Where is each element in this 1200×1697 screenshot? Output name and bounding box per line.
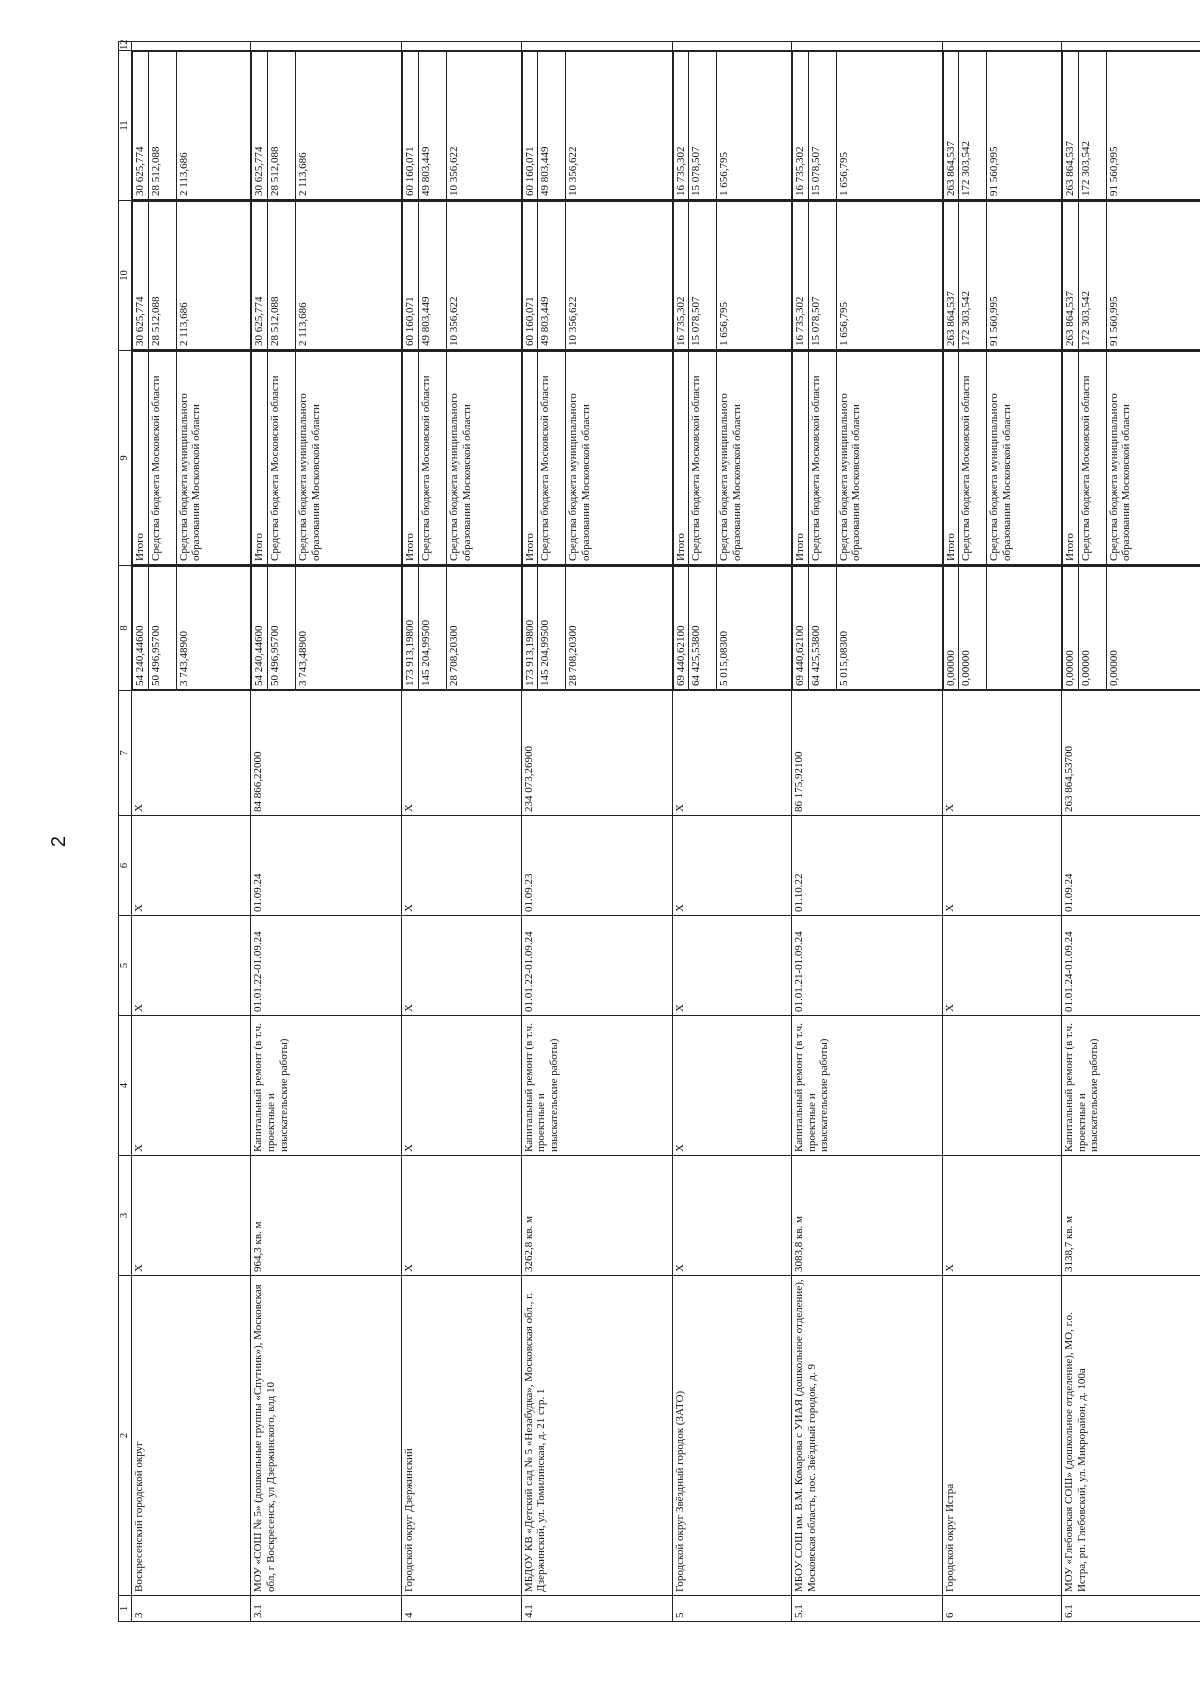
sub-cell: Средства бюджета Московской области [268,352,296,565]
row-number: 6.1 [1062,1596,1200,1622]
sub-cell: 0,00000 [943,567,959,690]
sub-cell: 172 303,542 [1078,52,1106,200]
work-type: Капитальный ремонт (в т.ч. проектные и изыскательские работы) [791,1016,942,1156]
sub-cell: 30 625,774 [252,202,268,350]
period-cell: X [402,916,521,1016]
sub-cell: Средства бюджета Московской области [1078,352,1106,565]
sub-cell: 5 015,08300 [717,567,791,690]
col12-empty [251,42,402,51]
sub-cell: 172 303,542 [959,202,987,350]
sub-cell: Средства бюджета муниципального образования Московской области [987,352,1061,565]
area-cell: X [672,1156,791,1276]
completion-date: X [132,816,251,916]
sub-cell: Средства бюджета муниципального образования Московской области [836,352,942,565]
sub-cell: Средства бюджета муниципального образования Московской области [296,352,402,565]
sub-cell: 263 864,537 [943,52,959,200]
col8-values [942,566,1061,691]
object-name: МОУ «СОШ № 5» (дошкольные группы «Спутник»), Московская обл, г Воскресенск, ул Дзержинского, влд 10 [251,1276,402,1596]
area-cell: X [942,1156,1061,1276]
sub-cell: Итого [522,352,538,565]
sub-cell: 5 015,08300 [836,567,942,690]
sub-cell: Средства бюджета муниципального образования Московской области [717,352,791,565]
work-type: X [402,1016,521,1156]
sub-cell: Средства бюджета муниципального образования Московской области [1106,352,1200,565]
cost-cell: X [132,691,251,816]
col12-empty [1062,42,1200,51]
sub-cell: 91 560,995 [987,52,1061,200]
col11-values [791,51,942,201]
col8-values [402,566,521,691]
col12-empty [402,42,521,51]
cost-cell: 86 175,92100 [791,691,942,816]
sub-cell: 2 113,686 [296,202,402,350]
column-number-8: 8 [119,566,132,691]
row-number: 3 [132,1596,251,1622]
col11-values [251,51,402,201]
sub-cell: 28 512,088 [268,202,296,350]
sub-cell: 60 160,071 [403,202,419,350]
sub-cell: 60 160,071 [522,202,538,350]
sub-cell: 173 913,19800 [522,567,538,690]
sub-cell: 173 913,19800 [403,567,419,690]
col11-values [942,51,1061,201]
sub-cell: Средства бюджета Московской области [418,352,446,565]
sub-cell: Средства бюджета муниципального образования Московской области [446,352,520,565]
rotated-table-wrapper [118,39,1200,1622]
col11-values [672,51,791,201]
sub-cell: Итого [673,352,689,565]
sub-cell: Средства бюджета Московской области [808,352,836,565]
sub-cell: 60 160,071 [403,52,419,200]
row-number: 6 [942,1596,1061,1622]
sub-cell: Средства бюджета Московской области [959,352,987,565]
funding-source [1062,351,1200,566]
sub-cell: 15 078,507 [689,52,717,200]
page-number: 2 [48,835,71,848]
sub-cell: 30 625,774 [133,52,149,200]
sub-cell: 0,00000 [1063,567,1079,690]
sub-cell: 0,00000 [959,567,987,690]
period-cell: 01.01.21-01.09.24 [791,916,942,1016]
funding-source [402,351,521,566]
sub-cell: 1 656,795 [717,52,791,200]
row-number: 3.1 [251,1596,402,1622]
period-cell: 01.01.22-01.09.24 [251,916,402,1016]
sub-cell: 16 735,302 [792,202,808,350]
sub-cell: 10 356,622 [446,202,520,350]
completion-date: X [402,816,521,916]
period-cell: X [672,916,791,1016]
cost-cell: X [402,691,521,816]
col11-values [402,51,521,201]
sub-cell: 0,00000 [1106,567,1200,690]
sub-cell [987,567,1061,690]
sub-cell: 2 113,686 [296,52,402,200]
col11-values [132,51,251,201]
col10-values [132,201,251,351]
sub-cell: 15 078,507 [808,202,836,350]
period-cell: 01.01.22-01.09.24 [521,916,672,1016]
funding-source [251,351,402,566]
sub-cell: 145 204,99500 [418,567,446,690]
col8-values [132,566,251,691]
col10-values [672,201,791,351]
sub-cell: 10 356,622 [566,202,672,350]
cost-cell: 263 864,53700 [1062,691,1200,816]
sub-cell: 1 656,795 [836,202,942,350]
sub-cell: 15 078,507 [808,52,836,200]
row-number: 5.1 [791,1596,942,1622]
work-type: Капитальный ремонт (в т.ч. проектные и изыскательские работы) [251,1016,402,1156]
sub-cell: 49 803,449 [538,52,566,200]
sub-cell: 28 708,20300 [566,567,672,690]
sub-cell: 54 240,44600 [133,567,149,690]
col12-empty [132,42,251,51]
sub-cell: 28 512,088 [148,52,176,200]
completion-date: 01.09.24 [251,816,402,916]
cost-cell: X [942,691,1061,816]
col10-values [521,201,672,351]
column-number-4: 4 [119,1016,132,1156]
work-type: X [672,1016,791,1156]
sub-cell: Средства бюджета Московской области [148,352,176,565]
object-name: МБОУ СОШ им. В.М. Комарова с УИАЯ (дошкольное отделение), Московская область, пос. Звёздный городок, д. 9 [791,1276,942,1596]
area-cell: X [402,1156,521,1276]
object-name: Городской округ Истра [942,1276,1061,1596]
completion-date: 01.10.22 [791,816,942,916]
sub-cell: 69 440,62100 [792,567,808,690]
funding-source [521,351,672,566]
sub-cell: 3 743,48900 [176,567,250,690]
column-number-9: 9 [119,351,132,566]
sub-cell: 3 743,48900 [296,567,402,690]
sub-cell: 263 864,537 [1063,202,1079,350]
area-cell: 3262,8 кв. м [521,1156,672,1276]
period-cell: X [942,916,1061,1016]
sub-cell: 10 356,622 [566,52,672,200]
sub-cell: 1 656,795 [717,202,791,350]
col12-empty [942,42,1061,51]
funding-source [791,351,942,566]
work-type: Капитальный ремонт (в т.ч. проектные и изыскательские работы) [521,1016,672,1156]
funding-source [942,351,1061,566]
table-row [251,42,402,1622]
sub-cell: 15 078,507 [689,202,717,350]
col12-empty [791,42,942,51]
sub-cell: 172 303,542 [959,52,987,200]
sub-cell: 172 303,542 [1078,202,1106,350]
period-cell: X [132,916,251,1016]
sub-cell: Средства бюджета Московской области [689,352,717,565]
sub-cell: 16 735,302 [673,202,689,350]
sub-cell: 1 656,795 [836,52,942,200]
cost-cell: 234 073,26900 [521,691,672,816]
sub-cell: 50 496,95700 [148,567,176,690]
row-number: 4 [402,1596,521,1622]
sub-cell: 28 512,088 [148,202,176,350]
object-name: МБДОУ КВ «Детский сад № 5 «Незабудка», Московская обл., г. Дзержинский, ул. Томилинская, д. 21 стр. 1 [521,1276,672,1596]
column-number-10: 10 [119,201,132,351]
sub-cell: 10 356,622 [446,52,520,200]
column-number-5: 5 [119,916,132,1016]
col10-values [791,201,942,351]
table-row [791,42,942,1622]
sub-cell: 91 560,995 [987,202,1061,350]
column-number-2: 2 [119,1276,132,1596]
sub-cell: Средства бюджета муниципального образования Московской области [566,352,672,565]
column-number-row [119,42,132,1622]
sub-cell: 2 113,686 [176,202,250,350]
sub-cell: 49 803,449 [418,52,446,200]
row-number: 4.1 [521,1596,672,1622]
sub-cell: 49 803,449 [538,202,566,350]
work-type: X [132,1016,251,1156]
sub-cell: Средства бюджета муниципального образования Московской области [176,352,250,565]
sub-cell: 64 425,53800 [689,567,717,690]
col12-empty [672,42,791,51]
completion-date: 01.09.24 [1062,816,1200,916]
col10-values [942,201,1061,351]
sub-cell: 16 735,302 [673,52,689,200]
period-cell: 01.01.24-01.09.24 [1062,916,1200,1016]
table-row [672,42,791,1622]
sub-cell: 28 708,20300 [446,567,520,690]
table-row [942,42,1061,1622]
col8-values [672,566,791,691]
sub-cell: 91 560,995 [1106,52,1200,200]
column-number-7: 7 [119,691,132,816]
col8-values [521,566,672,691]
col11-values [1062,51,1200,201]
sub-cell: 50 496,95700 [268,567,296,690]
area-cell: X [132,1156,251,1276]
cost-cell: X [672,691,791,816]
column-number-3: 3 [119,1156,132,1276]
sub-cell: 60 160,071 [522,52,538,200]
col8-values [1062,566,1200,691]
sub-cell: 49 803,449 [418,202,446,350]
sub-cell: 28 512,088 [268,52,296,200]
object-name: Городской округ Дзержинский [402,1276,521,1596]
column-number-6: 6 [119,816,132,916]
sub-cell: 64 425,53800 [808,567,836,690]
column-number-1: 1 [119,1596,132,1622]
table-row [521,42,672,1622]
sub-cell: 30 625,774 [133,202,149,350]
col8-values [251,566,402,691]
object-name: МОУ «Глебовская СОШ» (дошкольное отделение), МО, г.о. Истра, рп. Глебовский, ул. Микрорайон, д. 100а [1062,1276,1200,1596]
sub-cell: 0,00000 [1078,567,1106,690]
sub-cell: Средства бюджета Московской области [538,352,566,565]
completion-date: X [942,816,1061,916]
area-cell: 3083,8 кв. м [791,1156,942,1276]
sub-cell: Итого [403,352,419,565]
work-type: Капитальный ремонт (в т.ч. проектные и изыскательские работы) [1062,1016,1200,1156]
sub-cell: 69 440,62100 [673,567,689,690]
col10-values [251,201,402,351]
col8-values [791,566,942,691]
funding-source [672,351,791,566]
sub-cell: Итого [133,352,149,565]
completion-date: X [672,816,791,916]
sub-cell: 16 735,302 [792,52,808,200]
sub-cell: Итого [252,352,268,565]
budget-table [118,41,1200,1622]
table-row [1062,42,1200,1622]
col10-values [402,201,521,351]
funding-source [132,351,251,566]
sub-cell: Итого [792,352,808,565]
completion-date: 01.09.23 [521,816,672,916]
sub-cell: 263 864,537 [943,202,959,350]
row-number: 5 [672,1596,791,1622]
sub-cell: 145 204,99500 [538,567,566,690]
table-row [402,42,521,1622]
col11-values [521,51,672,201]
table-row [132,42,251,1622]
sub-cell: Итого [943,352,959,565]
work-type [942,1016,1061,1156]
area-cell: 964,3 кв. м [251,1156,402,1276]
object-name: Городской округ Звёздный городок (ЗАТО) [672,1276,791,1596]
column-number-11: 11 [119,51,132,201]
sub-cell: 91 560,995 [1106,202,1200,350]
area-cell: 3138,7 кв. м [1062,1156,1200,1276]
sub-cell: Итого [1063,352,1079,565]
col10-values [1062,201,1200,351]
column-number-12: 12 [119,39,130,50]
sub-cell: 54 240,44600 [252,567,268,690]
cost-cell: 84 866,22000 [251,691,402,816]
sub-cell: 2 113,686 [176,52,250,200]
sub-cell: 263 864,537 [1063,52,1079,200]
sub-cell: 30 625,774 [252,52,268,200]
object-name: Воскресенский городской округ [132,1276,251,1596]
col12-empty [521,42,672,51]
